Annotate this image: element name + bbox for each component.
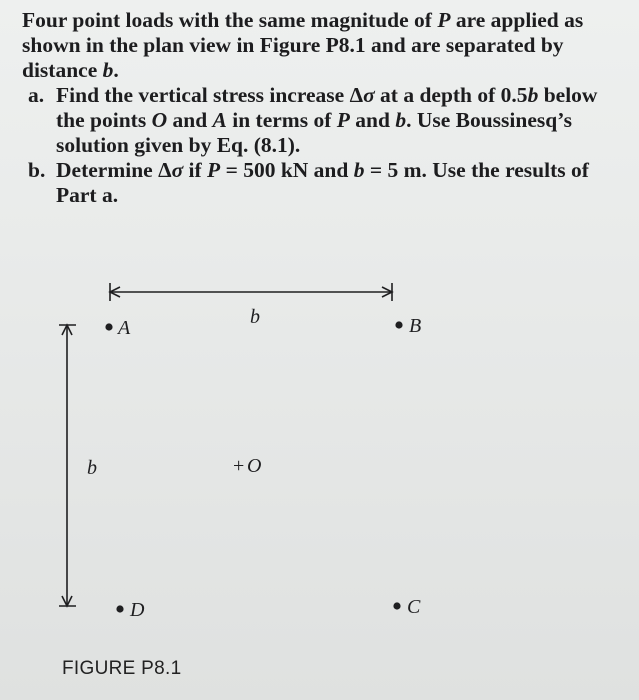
horizontal-dimension: [110, 283, 392, 301]
dimension-label-horizontal: b: [250, 306, 260, 328]
point-d-dot: [116, 605, 123, 612]
figure-caption: FIGURE P8.1: [62, 658, 182, 679]
point-c-dot: [393, 602, 400, 609]
point-c-label: C: [407, 596, 421, 618]
point-d-label: D: [130, 599, 145, 621]
dimension-label-vertical: b: [87, 457, 97, 479]
vertical-dimension: [59, 325, 76, 606]
point-b-label: B: [409, 315, 422, 337]
part-b: b. Determine Δσ if P = 500 kN and b = 5 m. Use the results of Part a.: [28, 158, 589, 207]
part-a: a. Find the vertical stress increase Δσ at a depth of 0.5b below the points O and A in terms of P and b. Use Boussinesq’s solution given by Eq. (8.1).: [28, 83, 598, 157]
point-a-dot: [105, 323, 112, 330]
part-b-label: b.: [28, 158, 46, 182]
problem-intro: Four point loads with the same magnitude of P are applied as shown in the plan view in Figure P8.1 and are separated by distance b.: [22, 8, 584, 82]
point-b-dot: [395, 321, 402, 328]
point-a-label: A: [118, 317, 131, 339]
center-plus-marker: +: [233, 455, 245, 477]
point-o-label: O: [247, 455, 262, 477]
part-a-label: a.: [28, 83, 45, 107]
